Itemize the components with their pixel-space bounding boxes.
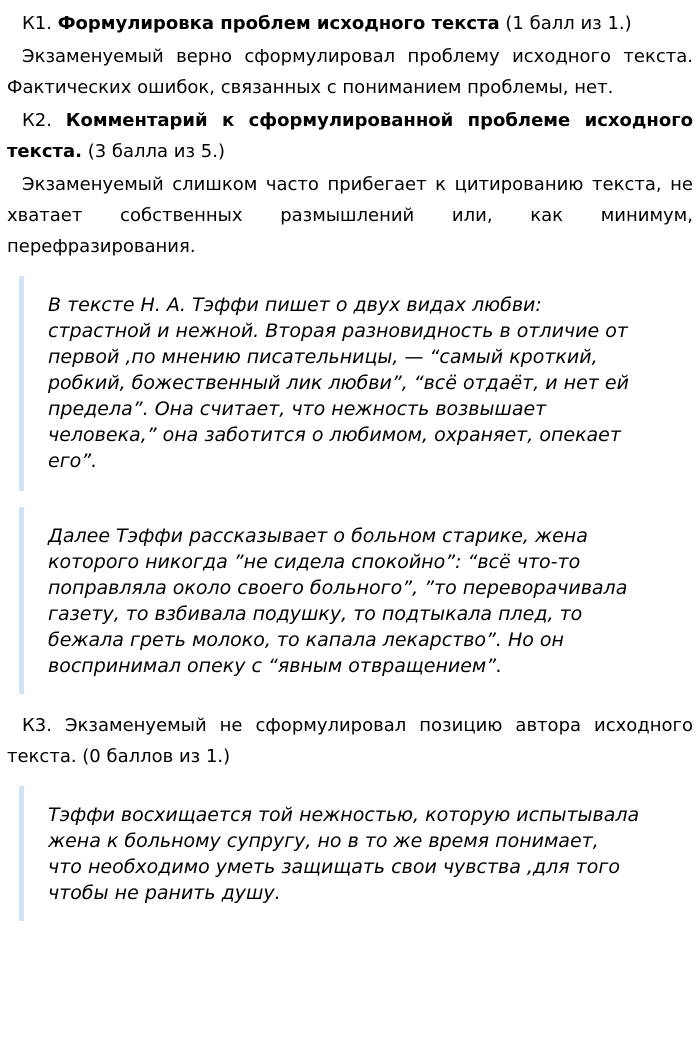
k1-comment: Экзаменуемый верно сформулировал проблему исходного текста. Фактических ошибок, связанных с пониманием проблемы, нет. (7, 46, 693, 98)
k1-score: (1 балл из 1.) (505, 13, 632, 34)
k1-title: Формулировка проблем исходного текста (57, 13, 500, 34)
k3-comment: К3. Экзаменуемый не сформулировал позицию автора исходного текста. (0 баллов из 1.) (7, 715, 693, 767)
k1-heading (7, 8, 693, 39)
k2-score: (3 балла из 5.) (87, 141, 225, 162)
k2-title: Комментарий к сформулированной проблеме исходного текста. (7, 110, 693, 162)
k3-quote: Тэффи восхищается той нежностью, которую испытывала жена к больному супругу, но в то же время понимает, что необходимо уметь защищать свои чувства ,для того чтобы не ранить душу. (19, 786, 685, 921)
k2-code: К2. (22, 110, 52, 131)
k2-quote-1: В тексте Н. А. Тэффи пишет о двух видах любви: страстной и нежной. Вторая разновидность в отличие от первой ,по мнению писательницы, — “самый кроткий, робкий, божественный лик любви”, “всё отдаёт, и нет ей предела”. Она считает, что нежность возвышает человека,” она заботится о любимом, охраняет, опекает его”. (19, 276, 685, 491)
k2-comment: Экзаменуемый слишком часто прибегает к цитированию текста, не хватает собственных размышлений или, как минимум, перефразирования. (7, 174, 693, 257)
k2-quote-2: Далее Тэффи рассказывает о больном старике, жена которого никогда ”не сидела спокойно”: “всё что-то поправляла около своего больного”, ”то переворачивала газету, то взбивала подушку, то подтыкала плед, то бежала греть молоко, то капала лекарство”. Но он воспринимал опеку с “явным отвращением”. (19, 507, 685, 694)
k2-heading (7, 105, 693, 167)
k1-code: К1. (22, 13, 52, 34)
document-page (7, 0, 693, 921)
